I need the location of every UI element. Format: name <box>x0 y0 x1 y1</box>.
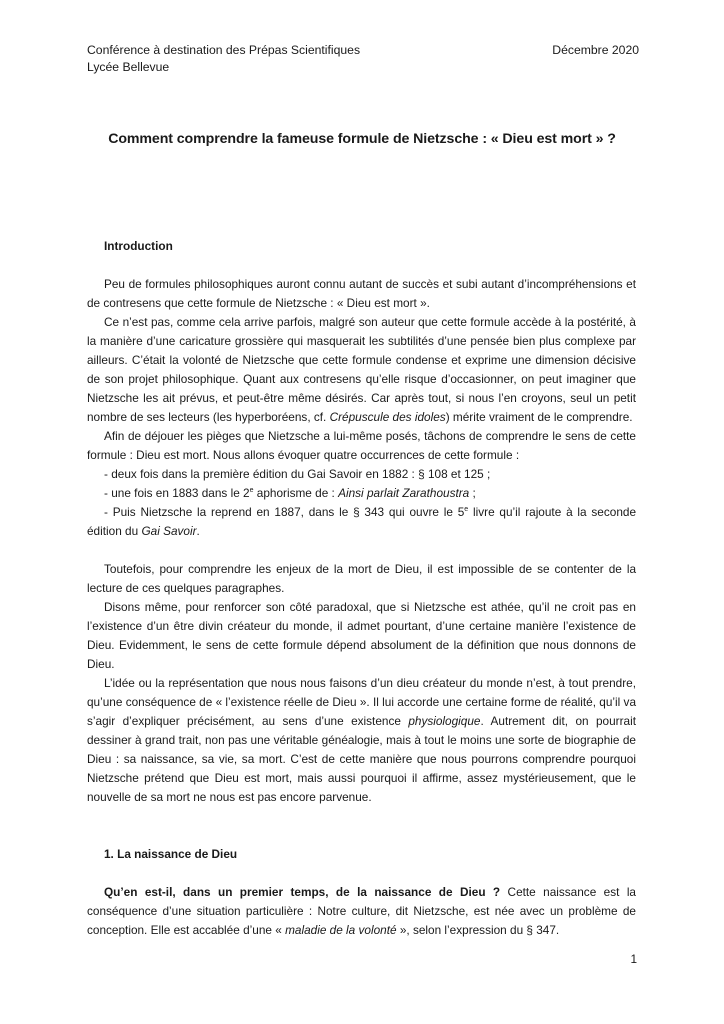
text-run: - une fois en 1883 dans le 2 <box>104 486 250 500</box>
text-run: livre qu’il rajoute à la seconde édition du <box>87 505 636 538</box>
intro-paragraph-3: Afin de déjouer les pièges que Nietzsche a lui-même posés, tâchons de comprendre le sens de cette formule : Dieu est mort. Nous allons évoquer quatre occurrences de cette formule : <box>87 429 636 462</box>
text-run: aphorisme de : <box>253 486 339 500</box>
header-conference: Conférence à destination des Prépas Scientifiques <box>87 43 361 57</box>
intro-paragraph-1: Peu de formules philosophiques auront connu autant de succès et subi autant d’incompréhensions et de contresens que cette formule de Nietzsche : « Dieu est mort ». <box>87 277 636 310</box>
intro-paragraph-6 <box>87 674 636 807</box>
document-body <box>87 237 636 940</box>
list-item-2 <box>87 484 636 503</box>
text-run: Ce n’est pas, comme cela arrive parfois, malgré son auteur que cette formule accède à la postérité, à la manière d’une caricature grossière qui masquerait les subtilités d’une pensée bien plus complexe par ailleurs. C’était la volonté de Nietzsche que cette formule condense et exprime une dimension décisive de son projet philosophique. Quant aux contresens qu’elle risque d’occasionner, on peut imaginer que Nietzsche les ait prévus, et peut-être même désirés. Car après tout, si nous l’en croyons, seul un petit nombre de ses lecteurs (les hyperboréens, cf. <box>87 315 636 424</box>
italic-title: Ainsi parlait Zarathoustra <box>338 486 470 500</box>
list-item-1: - deux fois dans la première édition du Gai Savoir en 1882 : § 108 et 125 ; <box>104 467 491 481</box>
header-school: Lycée Bellevue <box>87 60 170 74</box>
intro-paragraph-5: Disons même, pour renforcer son côté paradoxal, que si Nietzsche est athée, qu’il ne croit pas en l’existence d’un être divin créateur du monde, il admet pourtant, d’une certaine manière l’existence de Dieu. Evidemment, le sens de cette formule dépend absolument de la définition que nous donnons de Dieu. <box>87 600 636 671</box>
text-run: - Puis Nietzsche la reprend en 1887, dans le § 343 qui ouvre le 5 <box>104 505 465 519</box>
text-run: Cette naissance est la conséquence d’une situation particulière : Notre culture, dit Nietzsche, est née avec un problème de conception. Elle est accablée d’une « <box>87 885 636 937</box>
italic-quote: maladie de la volonté <box>285 923 397 937</box>
intro-paragraph-4: Toutefois, pour comprendre les enjeux de la mort de Dieu, il est impossible de se contenter de la lecture de ces quelques paragraphes. <box>87 562 636 595</box>
italic-title: Gai Savoir <box>141 524 197 538</box>
page-number: 1 <box>630 952 637 966</box>
intro-heading: Introduction <box>104 239 173 253</box>
text-run: . <box>196 524 200 538</box>
text-run: ; <box>469 486 476 500</box>
text-run: L’idée ou la représentation que nous nous faisons d’un dieu créateur du monde n’est, à tout prendre, qu’une conséquence de « l’existence réelle de Dieu ». Il lui accorde une certaine forme de réalité, qu’il va s’agir d’expliquer précisément, au sens d’une existence <box>87 676 636 728</box>
header-left <box>87 42 360 76</box>
text-run: . Autrement dit, on pourrait dessiner à grand trait, non pas une véritable généalogie, mais à tout le moins une sorte de biographie de Dieu : sa naissance, sa vie, sa mort. C’est de cette manière que nous pourrons comprendre pourquoi Nietzsche prétend que Dieu est mort, mais aussi pourquoi il affirme, assez mystérieusement, que le nouvelle de sa mort ne nous est pas encore parvenue. <box>87 714 636 804</box>
section-1-heading: 1. La naissance de Dieu <box>104 847 238 861</box>
text-run: », selon l’expression du § 347. <box>396 923 560 937</box>
text-run: ) mérite vraiment de le comprendre. <box>445 410 633 424</box>
section-1-paragraph-1 <box>87 883 636 940</box>
document-title: Comment comprendre la fameuse formule de Nietzsche : « Dieu est mort » ? <box>108 131 616 147</box>
italic-title: Crépuscule des idoles <box>329 410 446 424</box>
bold-question: Qu’en est-il, dans un premier temps, de la naissance de Dieu ? <box>104 885 501 899</box>
italic-word: physiologique <box>408 714 481 728</box>
list-item-3 <box>87 503 636 541</box>
superscript: e <box>249 487 254 495</box>
intro-paragraph-2 <box>87 313 636 427</box>
superscript: e <box>464 506 469 514</box>
header-date: Décembre 2020 <box>552 43 639 57</box>
